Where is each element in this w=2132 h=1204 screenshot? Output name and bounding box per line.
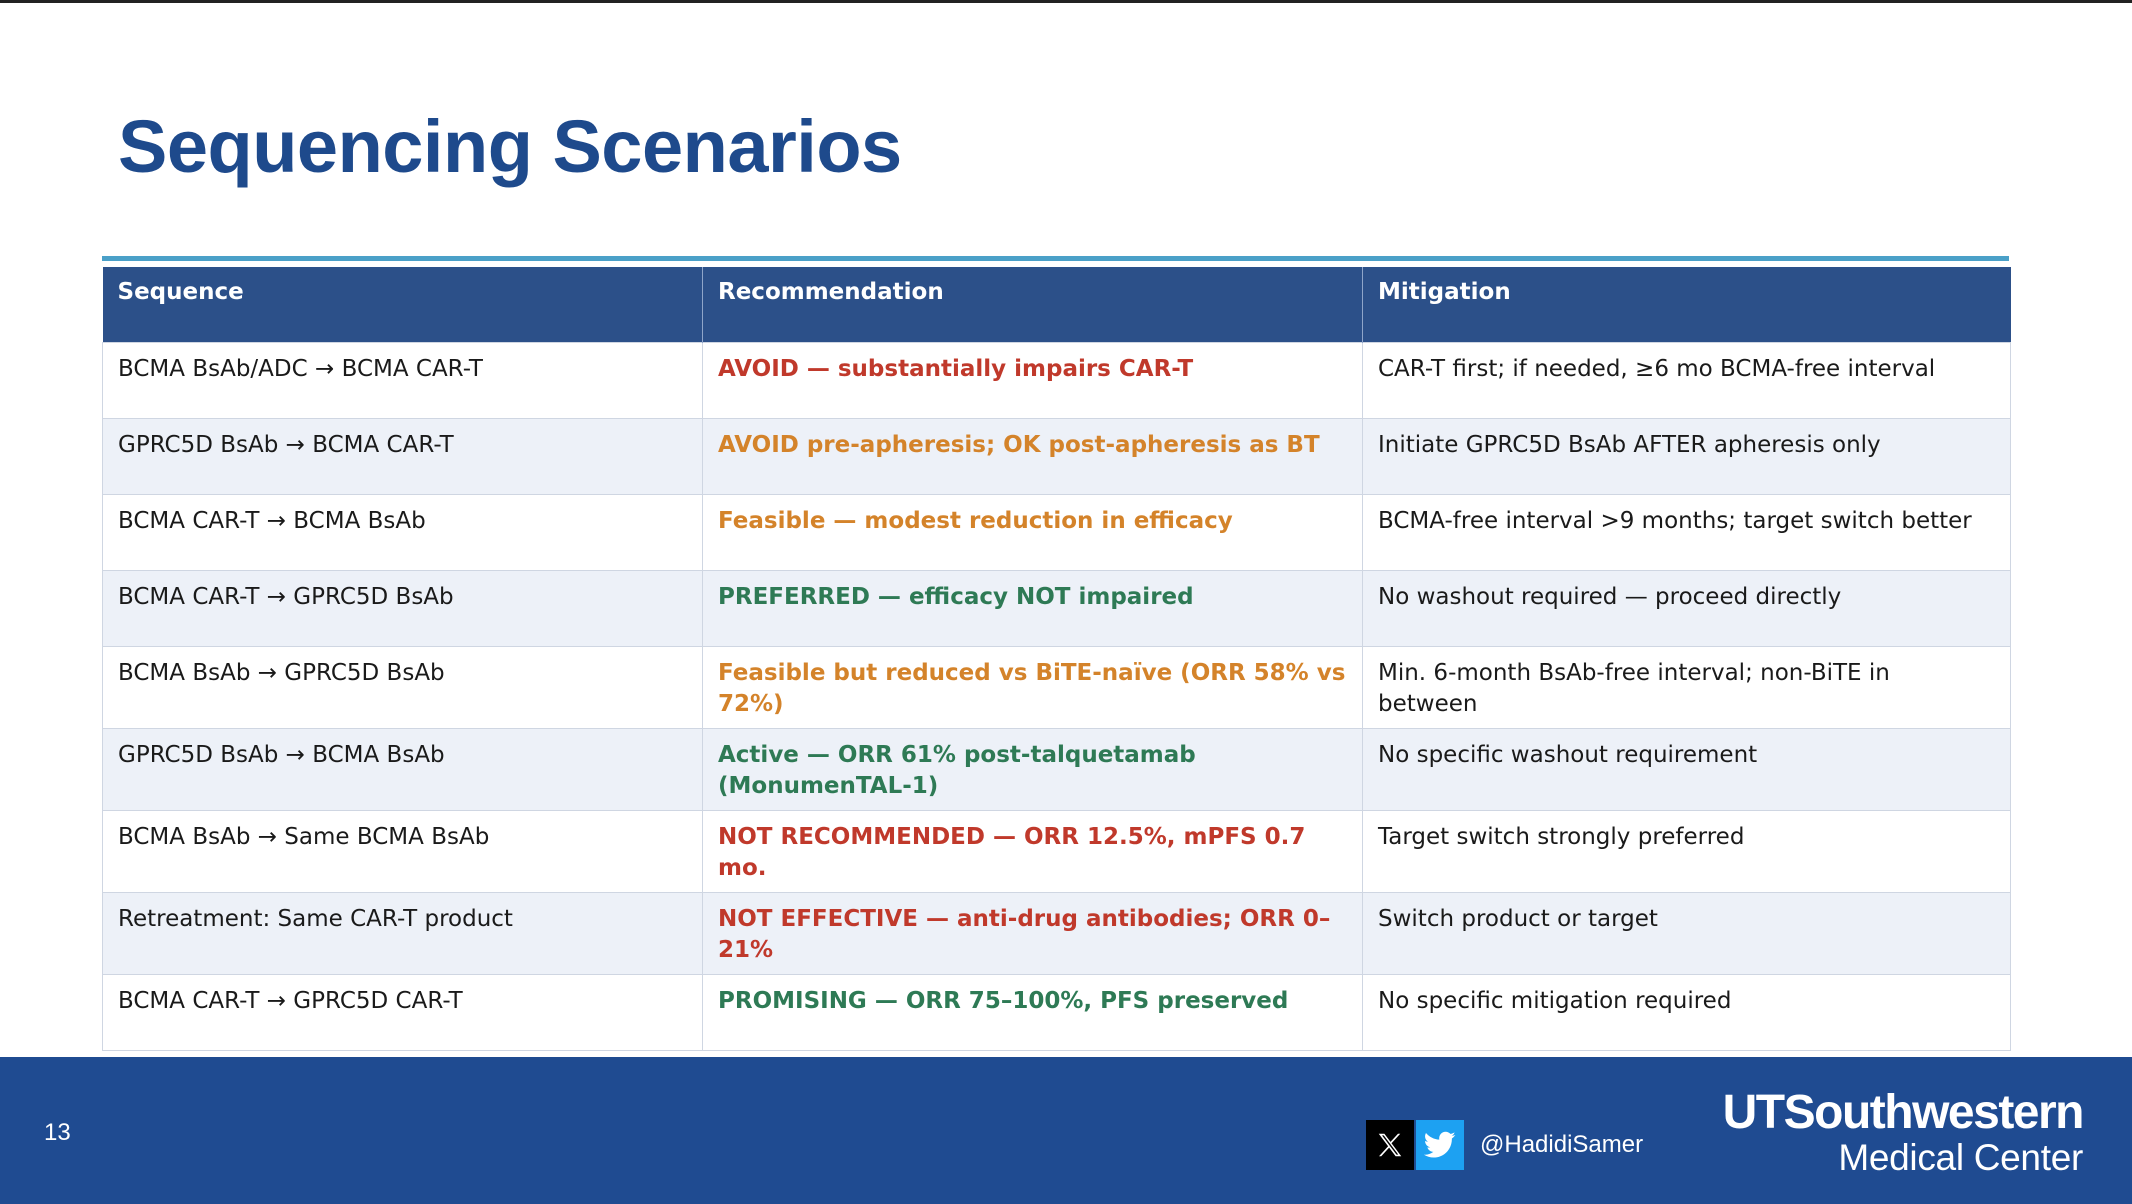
utsw-logo xyxy=(1722,1086,2083,1179)
sequence-cell: BCMA CAR-T → BCMA BsAb xyxy=(103,494,703,570)
sequence-cell: BCMA BsAb/ADC → BCMA CAR-T xyxy=(103,342,703,418)
x-logo-icon[interactable] xyxy=(1366,1120,1414,1170)
recommendation-cell: Feasible — modest reduction in efficacy xyxy=(703,494,1363,570)
sequence-cell: BCMA BsAb → Same BCMA BsAb xyxy=(103,810,703,892)
sequence-cell: BCMA CAR-T → GPRC5D CAR-T xyxy=(103,974,703,1050)
sequencing-table xyxy=(102,267,2011,1051)
sequence-cell: GPRC5D BsAb → BCMA BsAb xyxy=(103,728,703,810)
table-header-row xyxy=(103,267,2011,342)
table-row xyxy=(103,810,2011,892)
table-row xyxy=(103,570,2011,646)
title-divider xyxy=(102,256,2009,261)
recommendation-cell: NOT RECOMMENDED — ORR 12.5%, mPFS 0.7 mo. xyxy=(703,810,1363,892)
mitigation-cell: No specific mitigation required xyxy=(1363,974,2011,1050)
social-handle-group xyxy=(1366,1120,1643,1170)
mitigation-cell: Initiate GPRC5D BsAb AFTER apheresis only xyxy=(1363,418,2011,494)
column-header-sequence: Sequence xyxy=(103,267,703,342)
mitigation-cell: BCMA-free interval >9 months; target switch better xyxy=(1363,494,2011,570)
sequence-cell: Retreatment: Same CAR-T product xyxy=(103,892,703,974)
sequence-cell: GPRC5D BsAb → BCMA CAR-T xyxy=(103,418,703,494)
column-header-mitigation: Mitigation xyxy=(1363,267,2011,342)
top-border xyxy=(0,0,2132,3)
table-body xyxy=(103,342,2011,1050)
table-row xyxy=(103,892,2011,974)
page-number: 13 xyxy=(44,1119,71,1146)
recommendation-cell: AVOID pre-apheresis; OK post-apheresis as BT xyxy=(703,418,1363,494)
twitter-bird-icon[interactable] xyxy=(1416,1120,1464,1170)
footer-bar xyxy=(0,1057,2132,1204)
logo-subname: Medical Center xyxy=(1838,1137,2083,1178)
recommendation-cell: AVOID — substantially impairs CAR-T xyxy=(703,342,1363,418)
table-row xyxy=(103,974,2011,1050)
mitigation-cell: CAR-T first; if needed, ≥6 mo BCMA-free interval xyxy=(1363,342,2011,418)
logo-name: UTSouthwestern xyxy=(1722,1086,2083,1139)
mitigation-cell: No specific washout requirement xyxy=(1363,728,2011,810)
recommendation-cell: PREFERRED — efficacy NOT impaired xyxy=(703,570,1363,646)
table-row xyxy=(103,342,2011,418)
social-handle[interactable]: @HadidiSamer xyxy=(1480,1131,1644,1158)
column-header-recommendation: Recommendation xyxy=(703,267,1363,342)
mitigation-cell: Switch product or target xyxy=(1363,892,2011,974)
recommendation-cell: NOT EFFECTIVE — anti-drug antibodies; ORR 0–21% xyxy=(703,892,1363,974)
mitigation-cell: No washout required — proceed directly xyxy=(1363,570,2011,646)
table-row xyxy=(103,494,2011,570)
recommendation-cell: PROMISING — ORR 75–100%, PFS preserved xyxy=(703,974,1363,1050)
slide-title: Sequencing Scenarios xyxy=(118,105,902,188)
table-row xyxy=(103,646,2011,728)
mitigation-cell: Target switch strongly preferred xyxy=(1363,810,2011,892)
table-row xyxy=(103,728,2011,810)
table-row xyxy=(103,418,2011,494)
recommendation-cell: Active — ORR 61% post-talquetamab (MonumenTAL-1) xyxy=(703,728,1363,810)
mitigation-cell: Min. 6-month BsAb-free interval; non-BiTE in between xyxy=(1363,646,2011,728)
sequence-cell: BCMA BsAb → GPRC5D BsAb xyxy=(103,646,703,728)
sequence-cell: BCMA CAR-T → GPRC5D BsAb xyxy=(103,570,703,646)
recommendation-cell: Feasible but reduced vs BiTE-naïve (ORR 58% vs 72%) xyxy=(703,646,1363,728)
